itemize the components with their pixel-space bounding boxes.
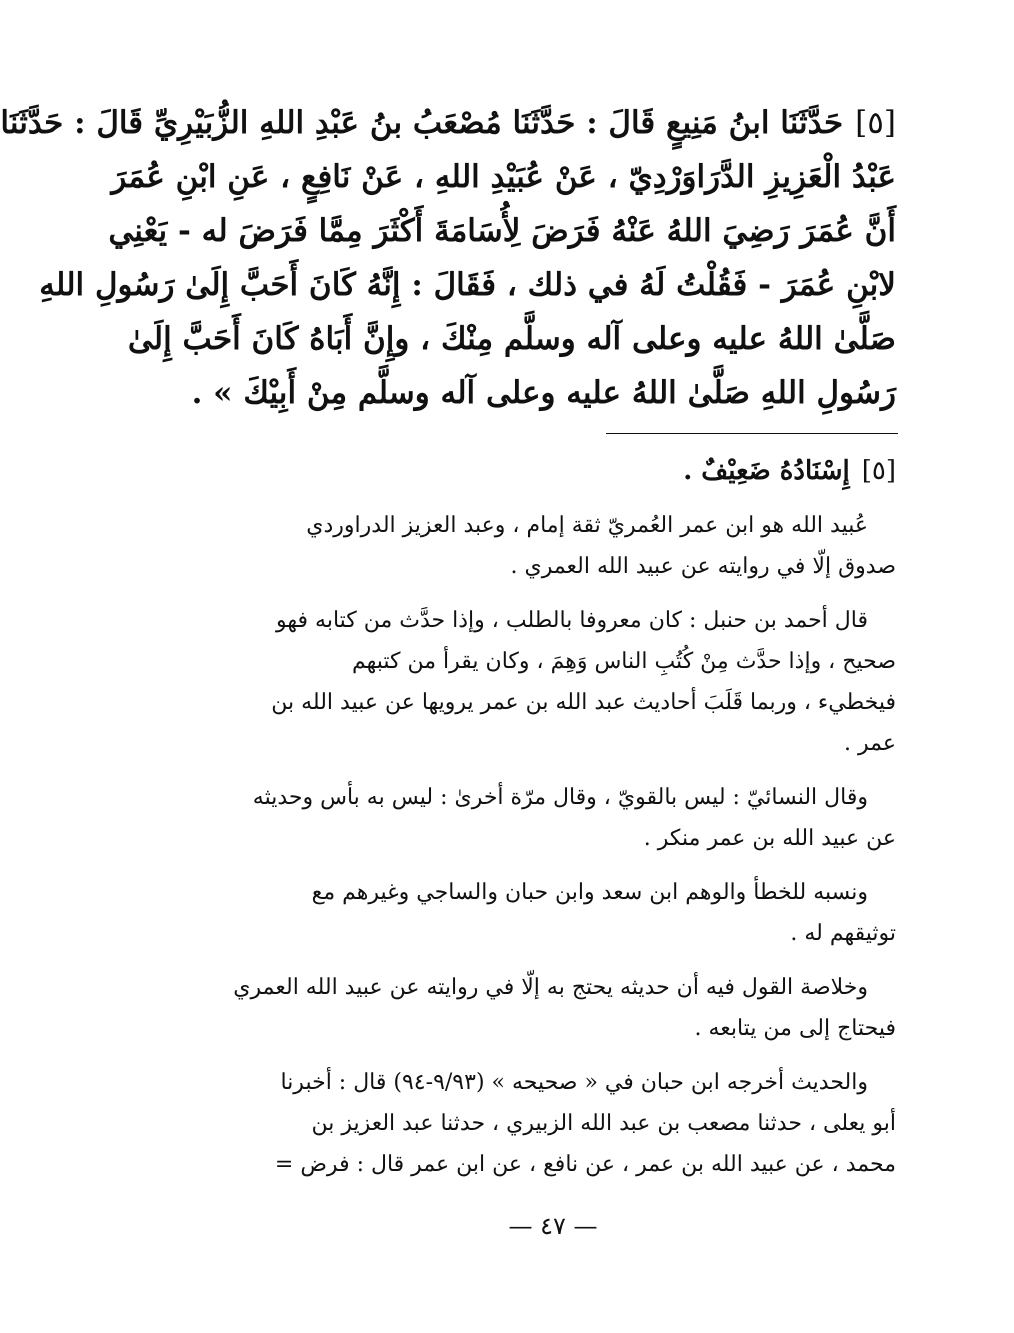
footnote-body: [196, 505, 896, 1198]
hadith-line: [0, 96, 896, 150]
footnote-line: توثيقهم له .: [790, 921, 896, 946]
hadith-line: صَلَّىٰ اللهُ عليه وعلى آله وسلَّم مِنْكَ ، وإِنَّ أَبَاهُ كَانَ أَحَبَّ إِلَىٰ: [127, 321, 896, 357]
footnote-line: وقال النسائيّ : ليس بالقويّ ، وقال مرّة أخرىٰ : ليس به بأس وحديثه: [252, 785, 868, 810]
footnote-line: قال أحمد بن حنبل : كان معروفا بالطلب ، وإذا حدَّث من كتابه فهو: [276, 608, 868, 633]
footnote-paragraph: [196, 872, 896, 954]
footnote-line: عُبيد الله هو ابن عمر العُمريّ ثقة إمام ، وعبد العزيز الدراوردي: [306, 513, 868, 538]
footnote-line: عمر .: [844, 731, 896, 756]
footnote-divider: [606, 433, 898, 434]
footnote-line: عن عبيد الله بن عمر منكر .: [643, 826, 896, 851]
footnote-paragraph: [196, 1062, 896, 1185]
page-number: — ٤٧ —: [508, 1212, 598, 1240]
footnote-line: ونسبه للخطأ والوهم ابن سعد وابن حبان والساجي وغيرهم مع: [311, 880, 868, 905]
footnote-line: صدوق إلّا في روايته عن عبيد الله العمري .: [510, 554, 896, 579]
footnote-heading: [683, 455, 896, 487]
footnote-paragraph: [196, 600, 896, 764]
footnote-paragraph: [196, 777, 896, 859]
footnote-number: [٥]: [861, 456, 896, 486]
hadith-number: [٥]: [855, 105, 896, 141]
footnote-line: والحديث أخرجه ابن حبان في « صحيحه » (٩/٩٣-٩٤) قال : أخبرنا: [280, 1070, 868, 1095]
footnote-paragraph: [196, 505, 896, 587]
footnote-line: صحيح ، وإذا حدَّث مِنْ كُتُبِ الناس وَهِمَ ، وكان يقرأ من كتبهم: [352, 649, 896, 674]
hadith-line: لابْنِ عُمَرَ - فَقُلْتُ لَهُ في ذلك ، فَقَالَ : إِنَّهُ كَانَ أَحَبَّ إِلَىٰ رَسُولِ اللهِ: [39, 267, 896, 303]
footnote-line: وخلاصة القول فيه أن حديثه يحتج به إلّا في روايته عن عبيد الله العمري: [233, 975, 868, 1000]
footnote-heading-text: إِسْنَادُهُ ضَعِيْفٌ .: [683, 456, 850, 486]
hadith-line: رَسُولِ اللهِ صَلَّىٰ اللهُ عليه وعلى آله وسلَّم مِنْ أَبِيْكَ » .: [191, 375, 896, 411]
hadith-line: عَبْدُ الْعَزِيزِ الدَّرَاوَرْدِيّ ، عَنْ عُبَيْدِ اللهِ ، عَنْ نَافِعٍ ، عَنِ ابْنِ عُمَرَ: [111, 159, 896, 195]
footnote-line: أبو يعلى ، حدثنا مصعب بن عبد الله الزبيري ، حدثنا عبد العزيز بن: [311, 1111, 896, 1136]
footnote-line: فيحتاج إلى من يتابعه .: [694, 1016, 896, 1041]
hadith-text: [0, 96, 896, 420]
hadith-line: أَنَّ عُمَرَ رَضِيَ اللهُ عَنْهُ فَرَضَ لِأُسَامَةَ أَكْثَرَ مِمَّا فَرَضَ له - يَعْنِي: [108, 213, 896, 249]
footnote-line: محمد ، عن عبيد الله بن عمر ، عن نافع ، عن ابن عمر قال : فرض =: [274, 1152, 896, 1177]
footnote-paragraph: [196, 967, 896, 1049]
footnote-line: فيخطيء ، وربما قَلَبَ أحاديث عبد الله بن عمر يرويها عن عبيد الله بن: [271, 690, 896, 715]
hadith-line-text: حَدَّثَنَا ابنُ مَنِيعٍ قَالَ : حَدَّثَنَا مُصْعَبُ بنُ عَبْدِ اللهِ الزُّبَيْرِيِّ قَالَ : حَدَّثَنَا: [0, 105, 844, 141]
